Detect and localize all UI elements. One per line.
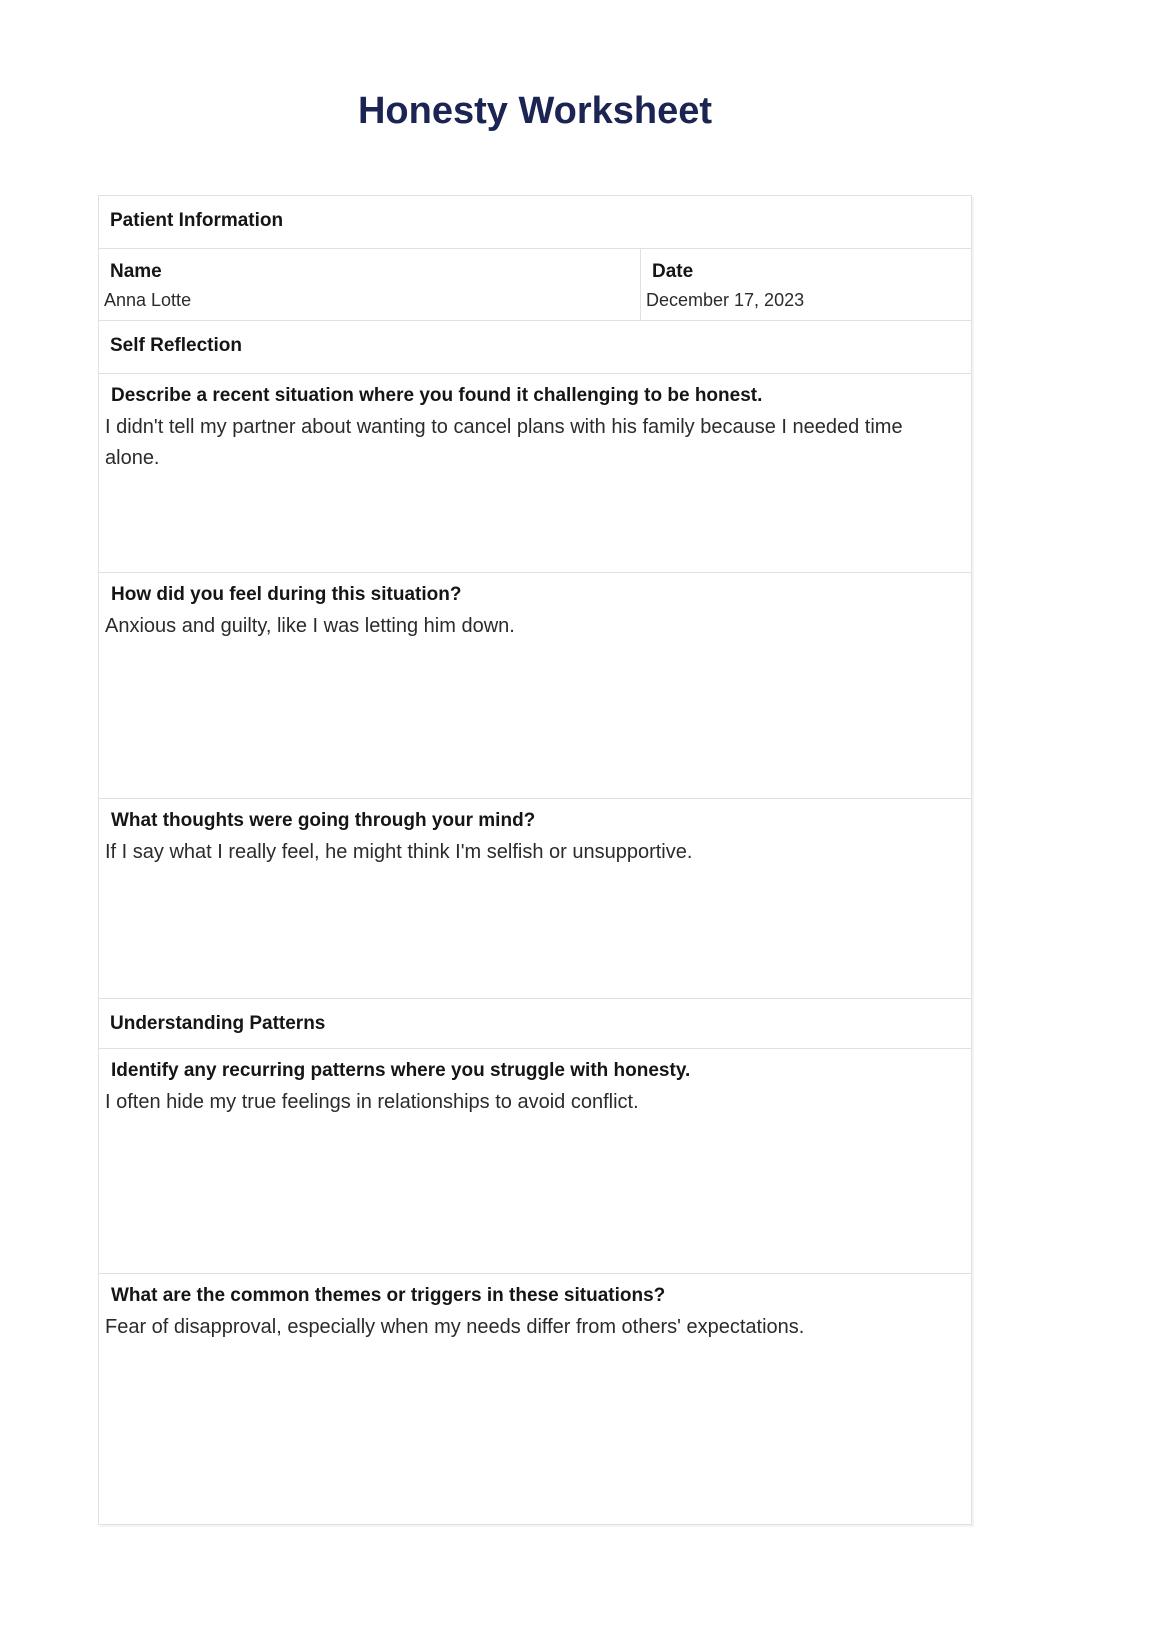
question-row-thoughts [99, 799, 971, 999]
patient-info-row [99, 249, 971, 321]
answer-field[interactable]: Anxious and guilty, like I was letting him down. [105, 615, 515, 637]
section-label-understanding-patterns: Understanding Patterns [110, 1013, 326, 1034]
section-header-understanding-patterns [99, 999, 971, 1049]
question-label: Describe a recent situation where you found it challenging to be honest. [111, 385, 763, 406]
name-value[interactable]: Anna Lotte [104, 290, 192, 310]
question-label: How did you feel during this situation? [111, 584, 462, 605]
question-label: What are the common themes or triggers in these situations? [111, 1285, 666, 1306]
page-title: Honesty Worksheet [357, 90, 713, 132]
worksheet-card [98, 195, 972, 1525]
name-field [99, 249, 641, 320]
answer-field[interactable]: I didn't tell my partner about wanting to cancel plans with his family because I needed time alone. [105, 416, 903, 469]
answer-field[interactable]: If I say what I really feel, he might think I'm selfish or unsupportive. [105, 841, 693, 863]
date-label: Date [652, 261, 694, 282]
section-header-self-reflection [99, 321, 971, 374]
answer-field[interactable]: Fear of disapproval, especially when my needs differ from others' expectations. [105, 1316, 805, 1338]
date-field [641, 249, 971, 320]
name-label: Name [110, 261, 162, 282]
question-row-challenging-situation [99, 374, 971, 573]
question-row-common-themes [99, 1274, 971, 1524]
date-value[interactable]: December 17, 2023 [646, 290, 805, 310]
section-header-patient-information [99, 196, 971, 249]
question-label: Identify any recurring patterns where you struggle with honesty. [111, 1060, 691, 1081]
question-label: What thoughts were going through your mind? [111, 810, 536, 831]
section-label-patient-information: Patient Information [110, 210, 284, 231]
section-label-self-reflection: Self Reflection [110, 335, 242, 356]
question-row-recurring-patterns [99, 1049, 971, 1274]
answer-field[interactable]: I often hide my true feelings in relationships to avoid conflict. [105, 1091, 639, 1113]
question-row-feelings [99, 573, 971, 799]
